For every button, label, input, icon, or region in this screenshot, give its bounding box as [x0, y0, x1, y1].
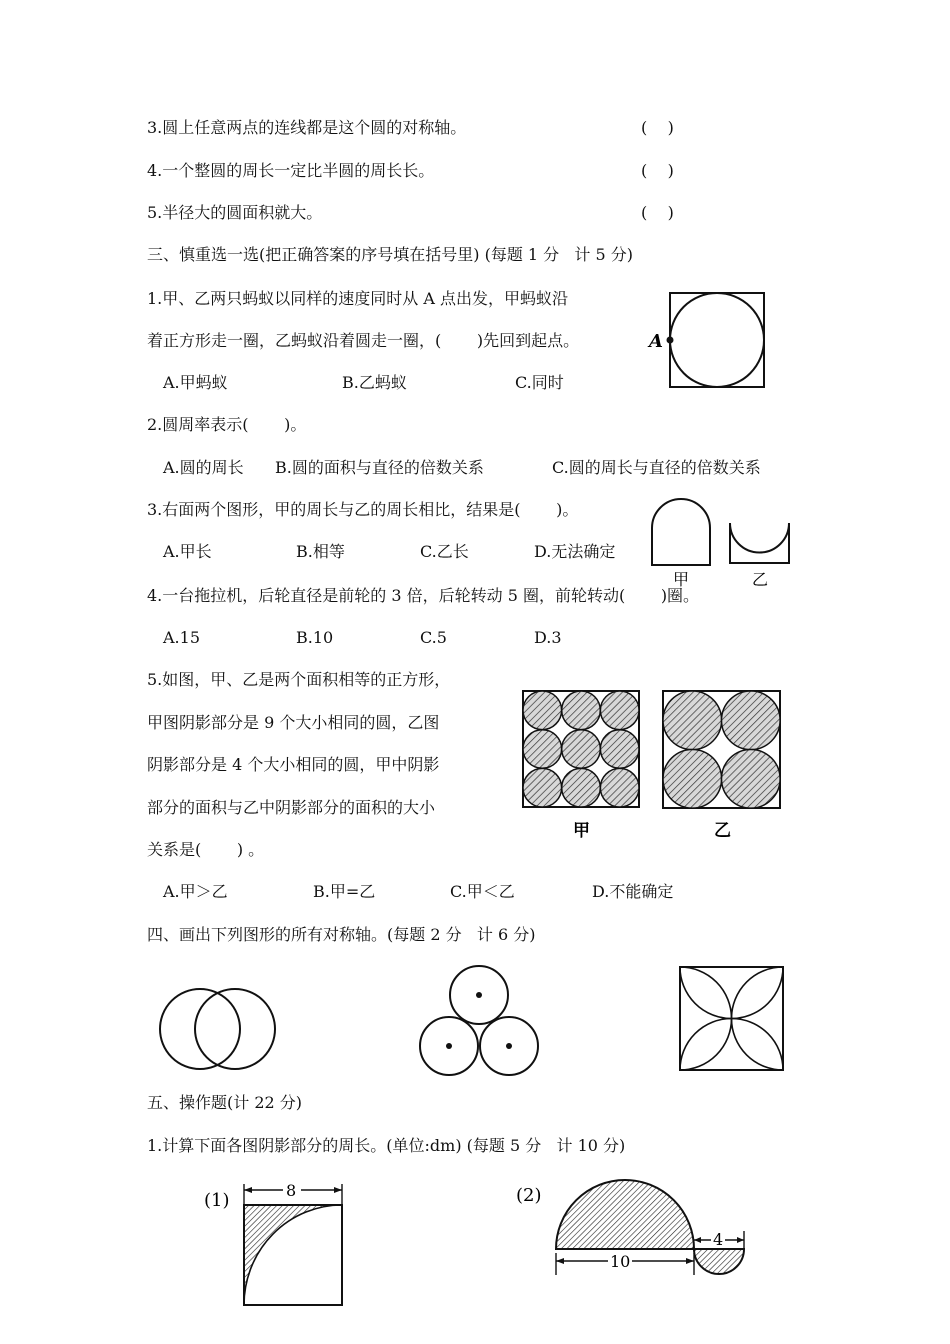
q3-option-b: B.相等	[296, 542, 345, 561]
q1-option-a: A.甲蚂蚁	[163, 373, 228, 392]
point-a-label: A	[649, 331, 663, 352]
part5-sub1: 1.计算下面各图阴影部分的周长。(单位:dm) (每题 5 分 计 10 分)	[147, 1136, 626, 1155]
q5-option-c: C.甲＜乙	[450, 882, 515, 901]
tf-item-4: 4.一个整圆的周长一定比半圆的周长长。	[147, 161, 435, 180]
q4-option-a: A.15	[163, 628, 200, 647]
q4-option-b: B.10	[296, 628, 334, 647]
fig2-label: (2)	[516, 1185, 542, 1206]
part3-heading: 三、慎重选一选(把正确答案的序号填在括号里) (每题 1 分 计 5 分)	[147, 245, 634, 264]
q3-shapes-figure	[648, 495, 798, 590]
q2-option-c: C.圆的周长与直径的倍数关系	[552, 458, 761, 477]
q3-label-jia: 甲	[673, 570, 690, 589]
q1-option-b: B.乙蚂蚁	[342, 373, 407, 392]
q5-label-yi: 乙	[714, 821, 731, 841]
q5-circles-figure	[520, 688, 790, 848]
fig2-dim-small: 4	[713, 1230, 724, 1249]
tf-blank-5[interactable]: ( )	[641, 203, 674, 222]
q2-option-b: B.圆的面积与直径的倍数关系	[275, 458, 484, 477]
fig1-dim: 8	[286, 1181, 297, 1200]
q1-square-circle-figure	[645, 290, 775, 390]
fig1-label: (1)	[204, 1190, 230, 1211]
part5-heading: 五、操作题(计 22 分)	[147, 1093, 303, 1112]
tf-blank-3[interactable]: ( )	[641, 118, 674, 137]
tf-item-3: 3.圆上任意两点的连线都是这个圆的对称轴。	[147, 118, 467, 137]
operation-figure-1	[200, 1180, 360, 1310]
tf-item-5: 5.半径大的圆面积就大。	[147, 203, 323, 222]
q5-option-a: A.甲＞乙	[163, 882, 228, 901]
q1-line2: 着正方形走一圈，乙蚂蚁沿着圆走一圈，( )先回到起点。	[147, 331, 580, 350]
q5-line2: 甲图阴影部分是 9 个大小相同的圆，乙图	[147, 713, 440, 732]
tf-blank-4[interactable]: ( )	[641, 161, 674, 180]
q5-line1: 5.如图，甲、乙是两个面积相等的正方形，	[147, 670, 451, 689]
q5-option-d: D.不能确定	[592, 882, 674, 901]
q4-text: 4.一台拖拉机，后轮直径是前轮的 3 倍，后轮转动 5 圈，前轮转动( )圈。	[147, 586, 700, 605]
fig2-dim-big: 10	[610, 1252, 631, 1271]
q3-text: 3.右面两个图形，甲的周长与乙的周长相比，结果是( )。	[147, 500, 579, 519]
q5-line4: 部分的面积与乙中阴影部分的面积的大小	[147, 798, 436, 817]
q2-option-a: A.圆的周长	[163, 458, 244, 477]
q1-option-c: C.同时	[515, 373, 564, 392]
q4-option-c: C.5	[420, 628, 447, 647]
q1-line1: 1.甲、乙两只蚂蚁以同样的速度同时从 A 点出发，甲蚂蚁沿	[147, 289, 568, 308]
q5-label-jia: 甲	[573, 821, 590, 841]
q3-option-d: D.无法确定	[534, 542, 616, 561]
symmetry-figure-two-circles	[155, 985, 285, 1075]
q3-label-yi: 乙	[752, 570, 769, 589]
q5-option-b: B.甲=乙	[313, 882, 376, 901]
q5-line3: 阴影部分是 4 个大小相同的圆，甲中阴影	[147, 755, 440, 774]
q2-text: 2.圆周率表示( )。	[147, 415, 307, 434]
q4-option-d: D.3	[534, 628, 562, 647]
part4-heading: 四、画出下列图形的所有对称轴。(每题 2 分 计 6 分)	[147, 925, 536, 944]
operation-figure-2	[510, 1175, 760, 1285]
q3-option-a: A.甲长	[163, 542, 212, 561]
symmetry-figure-square-petals	[675, 962, 790, 1077]
q3-option-c: C.乙长	[420, 542, 469, 561]
q5-line5: 关系是( ) 。	[147, 840, 265, 859]
symmetry-figure-three-circles	[415, 965, 545, 1080]
